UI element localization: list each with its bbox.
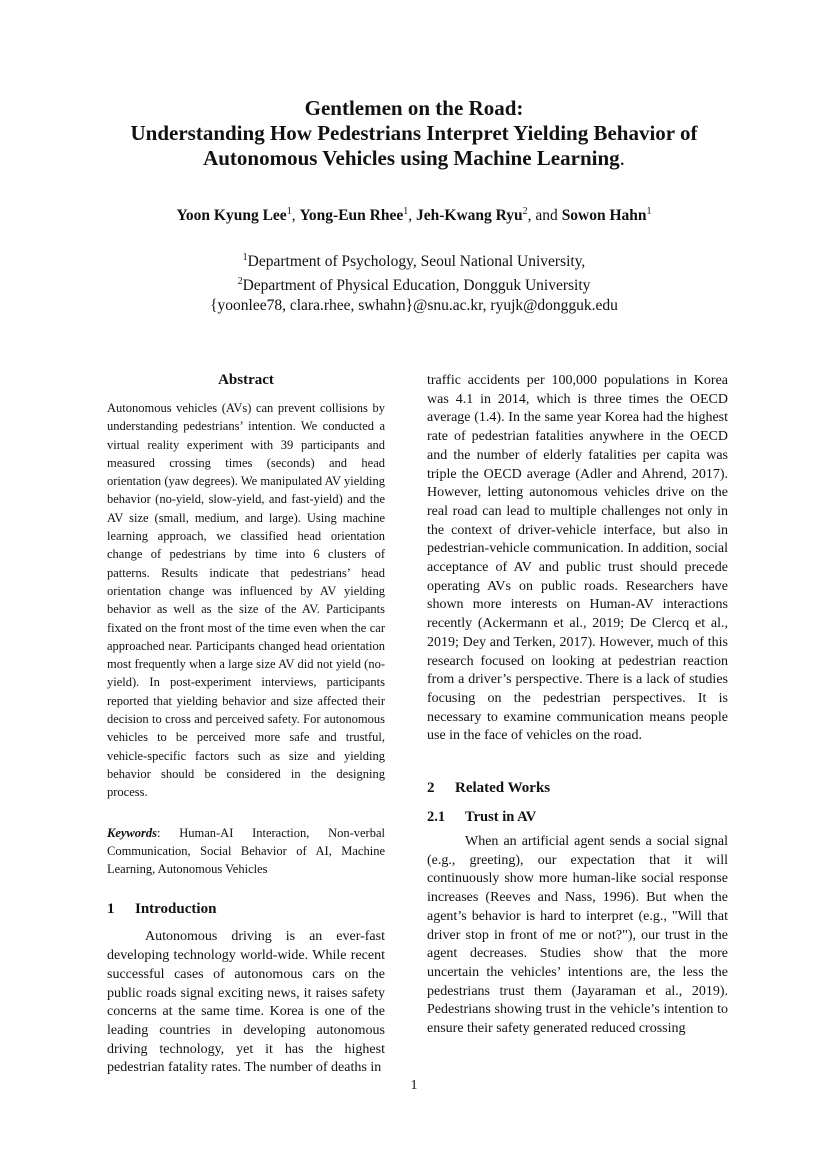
- affiliation-2: [60, 272, 768, 296]
- affiliation-1: [60, 248, 768, 272]
- title-period: .: [619, 146, 625, 170]
- section-title: Introduction: [135, 901, 217, 918]
- author-list: Yoon Kyung Lee$^1$, Yong-Eun Rhee$^1$, Jeh-Kwang Ryu$^2$, and Sowon Hahn$^1$: [176, 206, 652, 225]
- author-2: Yong-Eun Rhee: [299, 207, 404, 225]
- keywords-label: Keywords: [107, 825, 157, 840]
- author-3-affil: 2: [522, 206, 528, 217]
- section-number: 2: [427, 780, 435, 797]
- section-heading-related-works: [427, 780, 728, 797]
- author-and: , and: [527, 207, 562, 225]
- keywords-text: : Human-AI Interaction, Non-verbal Communication, Social Behavior of AI, Machine Learning, Autonomous Vehicles: [107, 825, 385, 877]
- affiliation-2-num: 2: [237, 276, 243, 288]
- section-number: 1: [107, 901, 115, 918]
- introduction-text-continued: traffic accidents per 100,000 populations in Korea was 4.1 in 2014, which is three times the OECD average (1.4). In the same year Korea had the highest rate of pedestrian fatalities anywhere in the OECD and the number of elderly fatalities per capita was triple the OECD average (Adler and Ahrend, 2017). However, letting autonomous vehicles drive on the real road can lead to multiple challenges not only in the context of driver-vehicle interface, but also in pedestrian-vehicle communication. In addition, social acceptance of AV and public trust should precede operating AVs on public roads. Researchers have shown more interests on Human-AV interactions recently (Ackermann et al., 2019; De Clercq et al., 2019; Dey and Terken, 2017). However, much of this research focused on looking at pedestrian reaction from a driver’s perspective. There is a lack of studies focusing on the pedestrian perspectives. It is necessary to examine communication means people use in the face of vehicles on the road.: [427, 373, 728, 744]
- affiliation-1-num: 1: [242, 252, 248, 263]
- author-4-affil: 1: [646, 206, 652, 217]
- left-column: [107, 372, 385, 1078]
- abstract-text: Autonomous vehicles (AVs) can prevent collisions by understanding pedestrians’ intention. We conducted a virtual reality experiment with 39 participants and measured crossing times (seconds) and head orientation (yaw degrees). We manipulated AV yielding behavior (no-yield, slow-yield, and fast-yield) and the AV size (small, medium, and large). Using machine learning approach, we classified head orientation change of pedestrians by time into 6 clusters of patterns. Results indicate that pedestrians’ head orientation change was influenced by AV yielding behavior as well as the size of the AV. Participants fixated on the front most of the time even when the car approached near. Participants changed head orientation most frequently when a large size AV did not yield (no-yield). In post-experiment interviews, participants reported that yielding behavior and size affected their decision to cross and perceived safety. For autonomous vehicles to be perceived more safe and trustful, vehicle-specific factors such as size and yielding behavior should be considered in the designing process.: [107, 401, 385, 800]
- right-column: [427, 372, 728, 1039]
- affiliation-2-text: Department of Physical Education, Dongguk University: [242, 277, 591, 295]
- paper-title: [60, 96, 768, 171]
- title-line-3-text: Autonomous Vehicles using Machine Learning: [203, 146, 620, 170]
- author-emails: {yoonlee78, clara.rhee, swhahn}@snu.ac.kr, ryujk@dongguk.edu: [210, 297, 618, 315]
- title-line-3: [60, 146, 768, 171]
- subsection-number: 2.1: [427, 809, 446, 826]
- affiliation-1-text: Department of Psychology, Seoul National University,: [247, 253, 586, 271]
- keywords: [107, 824, 385, 879]
- author-1-affil: 1: [286, 206, 292, 217]
- section-title: Related Works: [455, 780, 551, 797]
- section-heading-introduction: [107, 901, 385, 918]
- author-3: Jeh-Kwang Ryu: [415, 207, 523, 225]
- affiliations: [60, 248, 768, 316]
- subsection-title: Trust in AV: [465, 809, 537, 826]
- author-4: Sowon Hahn: [561, 207, 647, 225]
- author-1: Yoon Kyung Lee: [176, 207, 287, 225]
- author-2-affil: 1: [403, 206, 409, 217]
- title-line-1: Gentlemen on the Road:: [304, 96, 524, 120]
- introduction-text: Autonomous driving is an ever-fast developing technology world-wide. While recent successful cases of autonomous cars on the public roads signal exciting news, it raises safety concerns at the same time. Korea is one of the leading countries in developing autonomous driving technology, yet it has the highest pedestrian fatality rates. The number of deaths in: [107, 929, 385, 1076]
- abstract-heading: Abstract: [218, 372, 274, 388]
- subsection-heading-trust-in-av: [427, 809, 728, 826]
- page-number: 1: [410, 1078, 418, 1093]
- title-line-2: Understanding How Pedestrians Interpret Yielding Behavior of: [130, 121, 698, 145]
- trust-in-av-text: When an artificial agent sends a social signal (e.g., greeting), our expectation that it will continuously show more human-like social response increases (Reeves and Nass, 1996). But when the agent’s behavior is hard to interpret (e.g., "Will that driver stop in front of me or not?"), our trust in the agent decreases. Studies show that the more uncertain the vehicles’ intentions are, the less the pedestrians trust them (Jayaraman et al., 2019). Pedestrians showing trust in the vehicle’s intention to ensure their safety generated reduced crossing: [427, 834, 728, 1037]
